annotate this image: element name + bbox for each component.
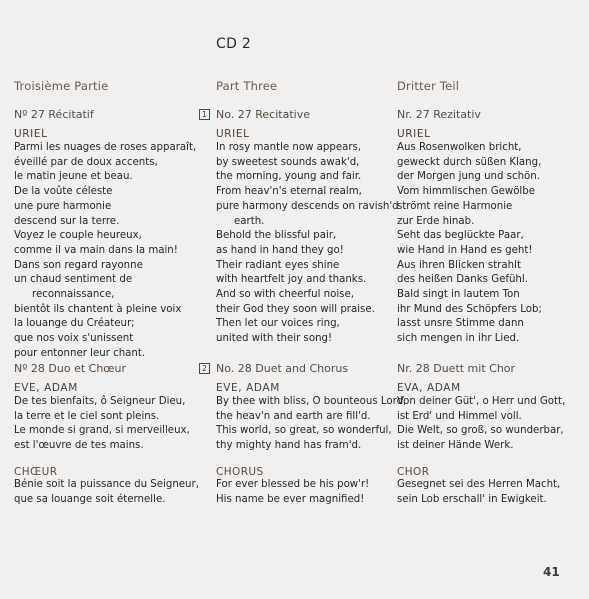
verse-line: Voyez le couple heureux, xyxy=(14,230,142,242)
verse-line: ihr Mund des Schöpfers Lob; xyxy=(397,303,542,315)
verse-line: une pure harmonie xyxy=(14,200,112,212)
section-title: Nº 28 Duo et Chœur xyxy=(14,362,127,375)
verse-line: ist deiner Hände Werk. xyxy=(397,440,514,452)
verse-line: pour entonner leur chant. xyxy=(14,347,146,359)
verse-line: For ever blessed be his pow'r! xyxy=(216,478,370,490)
section-28-german xyxy=(397,362,565,507)
verse-line: descend sur la terre. xyxy=(14,215,120,227)
verse-line: un chaud sentiment de xyxy=(14,274,133,286)
section-title: Nr. 28 Duett mit Chor xyxy=(397,362,516,375)
section-28-english xyxy=(199,362,406,507)
verse-line: que nos voix s'unissent xyxy=(14,333,134,345)
verse-line: De la voûte céleste xyxy=(14,186,113,198)
verse-line: the heav'n and earth are fill'd. xyxy=(216,410,371,422)
verse-line: strömt reine Harmonie xyxy=(397,200,513,212)
verse-line: zur Erde hinab. xyxy=(397,215,475,227)
verse-line: comme il va main dans la main! xyxy=(14,244,178,256)
verse-line: Gesegnet sei des Herren Macht, xyxy=(397,478,561,490)
part-heading-german: Dritter Teil xyxy=(397,79,460,93)
verse-line: the morning, young and fair. xyxy=(216,171,362,183)
verse-line: Aus Rosenwolken bricht, xyxy=(397,142,522,153)
verse-line: Their radiant eyes shine xyxy=(216,259,340,271)
verse-line: pure harmony descends on ravish'd xyxy=(216,200,399,212)
track-number-box: 2 xyxy=(199,363,210,374)
verse-line: le matin jeune et beau. xyxy=(14,171,133,183)
part-heading-english: Part Three xyxy=(216,79,278,93)
verse-lines xyxy=(216,141,399,347)
speaker-label: EVA, ADAM xyxy=(397,382,461,394)
verse-line: Le monde si grand, si merveilleux, xyxy=(14,425,190,437)
verse-line: Dans son regard rayonne xyxy=(14,259,143,271)
section-27-french xyxy=(14,108,196,362)
verse-line: sein Lob erschall' in Ewigkeit. xyxy=(397,493,547,505)
verse-line: des heißen Danks Gefühl. xyxy=(397,274,528,286)
section-title-text: No. 27 Recitative xyxy=(216,108,310,121)
section-27-german xyxy=(397,108,542,347)
verse-line: with heartfelt joy and thanks. xyxy=(216,274,367,286)
verse-line: And so with cheerful noise, xyxy=(216,289,354,301)
verse-line: From heav'n's eternal realm, xyxy=(216,186,362,198)
verse-lines xyxy=(397,141,542,347)
verse-line: united with their song! xyxy=(216,333,333,345)
section-title-text: No. 28 Duet and Chorus xyxy=(216,362,349,375)
chorus-lines xyxy=(216,478,406,507)
chorus-lines xyxy=(14,478,199,507)
section-28-french xyxy=(14,362,199,507)
verse-line: His name be ever magnified! xyxy=(216,493,365,505)
chorus-label: CHORUS xyxy=(216,465,264,478)
chorus-lines xyxy=(397,478,565,507)
cd-label: CD 2 xyxy=(216,36,252,52)
verse-line: earth. xyxy=(234,215,265,227)
verse-line: Aus ihren Blicken strahlt xyxy=(397,259,521,271)
section-title: Nr. 27 Rezitativ xyxy=(397,108,481,121)
section-title xyxy=(199,362,406,375)
section-title: Nº 27 Récitatif xyxy=(14,108,94,121)
verse-line: Bald singt in lautem Ton xyxy=(397,289,520,301)
speaker-label: URIEL xyxy=(397,128,431,140)
verse-line: By thee with bliss, O bounteous Lord, xyxy=(216,396,407,407)
verse-lines xyxy=(397,395,565,454)
verse-line: Then let our voices ring, xyxy=(216,318,340,330)
verse-line: geweckt durch süßen Klang, xyxy=(397,156,542,168)
verse-line: der Morgen jung und schön. xyxy=(397,171,540,183)
verse-line: wie Hand in Hand es geht! xyxy=(397,244,533,256)
verse-line: Parmi les nuages de roses apparaît, xyxy=(14,142,197,153)
verse-line: est l'œuvre de tes mains. xyxy=(14,440,144,452)
verse-line: Von deiner Güt', o Herr und Gott, xyxy=(397,396,566,407)
part-heading-french: Troisième Partie xyxy=(14,79,109,93)
verse-line: lasst unsre Stimme dann xyxy=(397,318,524,330)
verse-line: This world, so great, so wonderful, xyxy=(216,425,392,437)
verse-line: Vom himmlischen Gewölbe xyxy=(397,186,535,198)
verse-line: sich mengen in ihr Lied. xyxy=(397,333,520,345)
page-number: 41 xyxy=(543,565,560,579)
section-title xyxy=(199,108,399,121)
verse-lines xyxy=(14,141,196,362)
verse-line: la terre et le ciel sont pleins. xyxy=(14,410,160,422)
verse-line: Seht das beglückte Paar, xyxy=(397,230,524,242)
section-27-english xyxy=(199,108,399,347)
speaker-label: URIEL xyxy=(216,128,250,140)
verse-line: éveillé par de doux accents, xyxy=(14,156,158,168)
verse-line: their God they soon will praise. xyxy=(216,303,375,315)
verse-line: que sa louange soit éternelle. xyxy=(14,493,166,505)
verse-line: In rosy mantle now appears, xyxy=(216,142,362,153)
chorus-label: CHOR xyxy=(397,465,430,478)
verse-line: reconnaissance, xyxy=(32,289,115,301)
verse-line: la louange du Créateur; xyxy=(14,318,135,330)
verse-lines xyxy=(216,395,406,454)
verse-line: Die Welt, so groß, so wunderbar, xyxy=(397,425,564,437)
track-number-box: 1 xyxy=(199,109,210,120)
verse-line: Bénie soit la puissance du Seigneur, xyxy=(14,478,199,490)
verse-line: thy mighty hand has fram'd. xyxy=(216,440,362,452)
verse-line: as hand in hand they go! xyxy=(216,244,344,256)
verse-line: De tes bienfaits, ô Seigneur Dieu, xyxy=(14,396,186,407)
verse-line: by sweetest sounds awak'd, xyxy=(216,156,360,168)
verse-line: bientôt ils chantent à pleine voix xyxy=(14,303,182,315)
chorus-label: CHŒUR xyxy=(14,465,58,478)
verse-line: Behold the blissful pair, xyxy=(216,230,337,242)
speaker-label: URIEL xyxy=(14,128,48,140)
speaker-label: EVE, ADAM xyxy=(216,382,280,394)
verse-lines xyxy=(14,395,199,454)
verse-line: ist Erd' und Himmel voll. xyxy=(397,410,522,422)
speaker-label: EVE, ADAM xyxy=(14,382,78,394)
